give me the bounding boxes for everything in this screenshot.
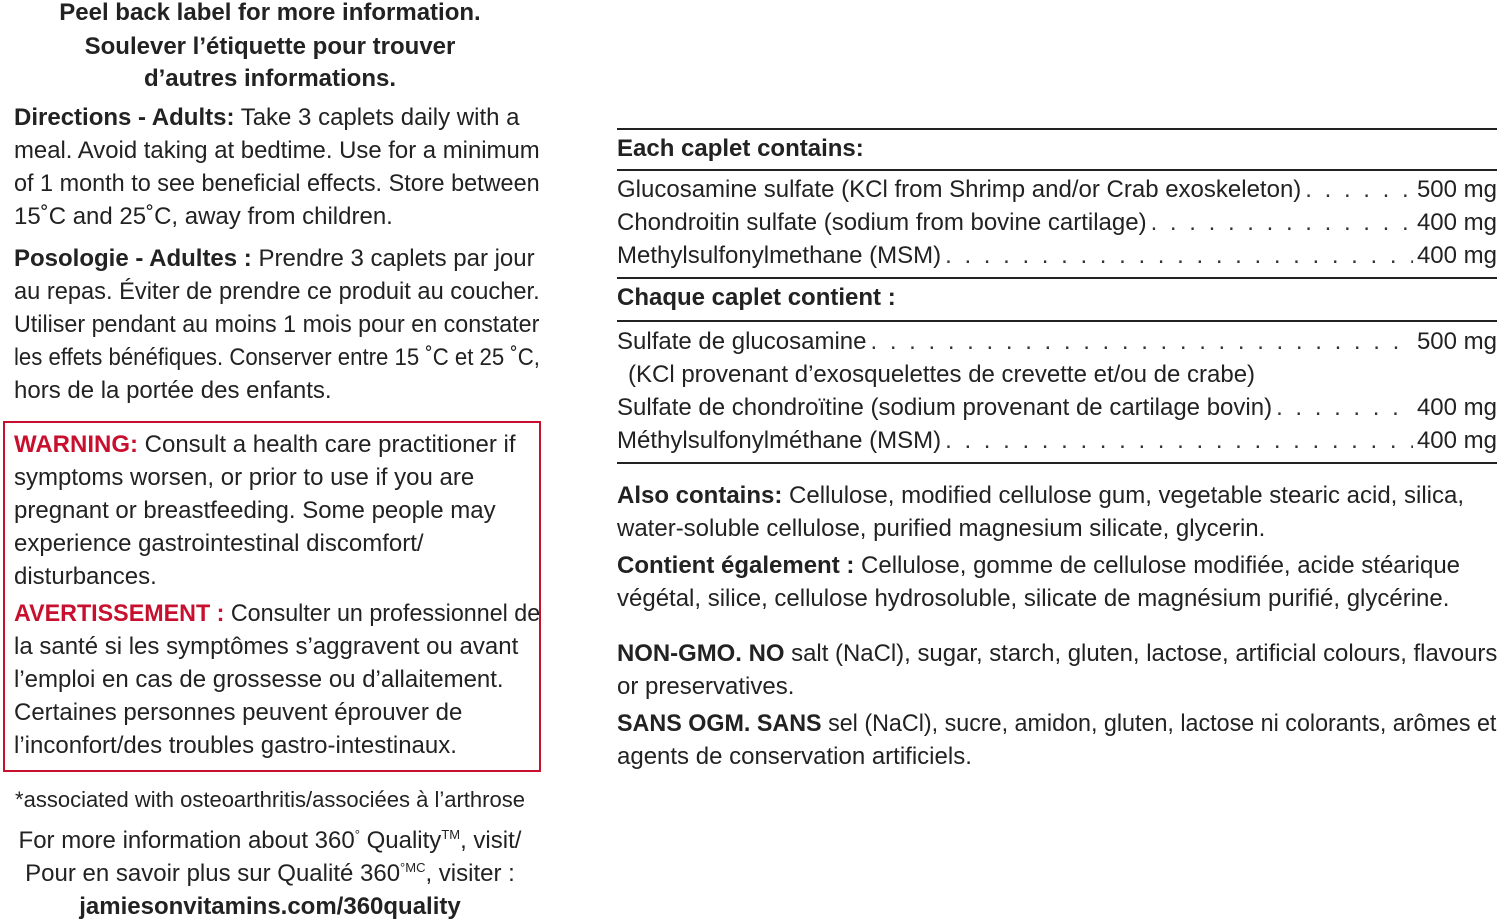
warning-en-line-2: symptoms worsen, or prior to use if you are: [14, 464, 475, 491]
more-info-fr: Pour en savoir plus sur Qualité $360^{^\circ MC}$, visiter :: [25, 860, 515, 887]
rule-top: [617, 128, 1497, 130]
warning-fr-line-4: Certaines personnes peuvent éprouver de: [14, 699, 463, 726]
free-from-en-line-1: NON-GMO. NO salt (NaCl), sugar, starch, gluten, lactose, artificial colours, flavours: [617, 640, 1498, 667]
peel-notice-fr-1: Soulever l’étiquette pour trouver: [84, 33, 456, 60]
free-from-en-line-2: or preservatives.: [617, 673, 795, 700]
warning-en-line-5: disturbances.: [14, 563, 157, 590]
ingredient-row-fr-1: Sulfate de glucosamine . . . 500 mg: [617, 325, 1497, 358]
warning-fr-line-5: l’inconfort/des troubles gastro-intestinaux.: [14, 732, 457, 759]
footnote: *associated with osteoarthritis/associées à l’arthrose: [15, 787, 525, 812]
rule-bottom: [617, 462, 1497, 464]
ingredient-row-en-2: Chondroitin sulfate (sodium from bovine cartilage) . . . 400 mg: [617, 206, 1497, 239]
ingredient-row-en-1: Glucosamine sulfate (KCl from Shrimp and/or Crab exoskeleton) . . . 500 mg: [617, 173, 1497, 206]
ingredient-row-fr-3: Méthylsulfonylméthane (MSM) . . . 400 mg: [617, 424, 1497, 457]
directions-fr-line-4: les effets bénéfiques. Conserver entre 15 ˚C et 25 ˚C,: [14, 344, 540, 371]
also-contains-en-line-2: water-soluble cellulose, purified magnesium silicate, glycerin.: [617, 515, 1266, 542]
rule-fr-top: [617, 277, 1497, 279]
directions-fr-line-2: au repas. Éviter de prendre ce produit au coucher.: [14, 278, 540, 305]
also-contains-en-line-1: Also contains: Cellulose, modified cellulose gum, vegetable stearic acid, silica,: [617, 482, 1465, 509]
warning-en-label: WARNING:: [14, 431, 138, 458]
warning-fr-line-1: AVERTISSEMENT : Consulter un professionnel de: [14, 600, 541, 627]
directions-fr-line-5: hors de la portée des enfants.: [14, 377, 332, 404]
peel-notice-fr-2: d’autres informations.: [143, 65, 397, 92]
directions-fr-label: Posologie - Adultes :: [14, 245, 252, 272]
warning-fr-line-3: l’emploi en cas de grossesse ou d’allaitement.: [14, 666, 504, 693]
warning-fr-label: AVERTISSEMENT :: [14, 600, 225, 627]
directions-fr-line-3: Utiliser pendant au moins 1 mois pour en constater: [14, 311, 540, 338]
peel-notice-en: Peel back label for more information.: [59, 0, 481, 26]
free-from-fr-line-2: agents de conservation artificiels.: [617, 743, 972, 770]
ingredient-row-en-3: Methylsulfonylmethane (MSM) . . . 400 mg: [617, 239, 1497, 272]
warning-en-line-1: WARNING: Consult a health care practitioner if: [14, 431, 516, 458]
warning-en-line-4: experience gastrointestinal discomfort/: [14, 530, 424, 557]
also-contains-fr-line-2: végétal, silice, cellulose hydrosoluble, silicate de magnésium purifié, glycérine.: [617, 585, 1450, 612]
ingredients-en-heading: Each caplet contains:: [617, 135, 864, 162]
directions-en-line-1: Directions - Adults: Take 3 caplets daily with a: [14, 104, 520, 131]
directions-fr-line-1: Posologie - Adultes : Prendre 3 caplets par jour: [14, 245, 535, 272]
rule-en-heading: [617, 169, 1497, 171]
directions-en-line-2: meal. Avoid taking at bedtime. Use for a minimum: [14, 137, 540, 164]
ingredient-fr-sub-note: (KCl provenant d’exosquelettes de crevette et/ou de crabe): [628, 361, 1256, 388]
warning-fr-line-2: la santé si les symptômes s’aggravent ou avant: [14, 633, 519, 660]
also-contains-fr-line-1: Contient également : Cellulose, gomme de cellulose modifiée, acide stéarique: [617, 552, 1461, 579]
rule-fr-heading: [617, 320, 1497, 322]
directions-en-label: Directions - Adults:: [14, 104, 235, 131]
ingredient-row-fr-2: Sulfate de chondroïtine (sodium provenant de cartilage bovin) . . . 400 mg: [617, 391, 1497, 424]
ingredients-fr-heading: Chaque caplet contient :: [617, 284, 896, 311]
directions-en-line-3: of 1 month to see beneficial effects. Store between: [14, 170, 540, 197]
free-from-fr-line-1: SANS OGM. SANS sel (NaCl), sucre, amidon, gluten, lactose ni colorants, arômes et: [617, 710, 1497, 737]
directions-en-line-4: 15˚C and 25˚C, away from children.: [14, 203, 393, 230]
more-info-en: For more information about 360° Quality™, visit/: [18, 827, 522, 854]
website-link[interactable]: jamiesonvitamins.com/360quality: [79, 893, 461, 920]
warning-en-line-3: pregnant or breastfeeding. Some people may: [14, 497, 496, 524]
